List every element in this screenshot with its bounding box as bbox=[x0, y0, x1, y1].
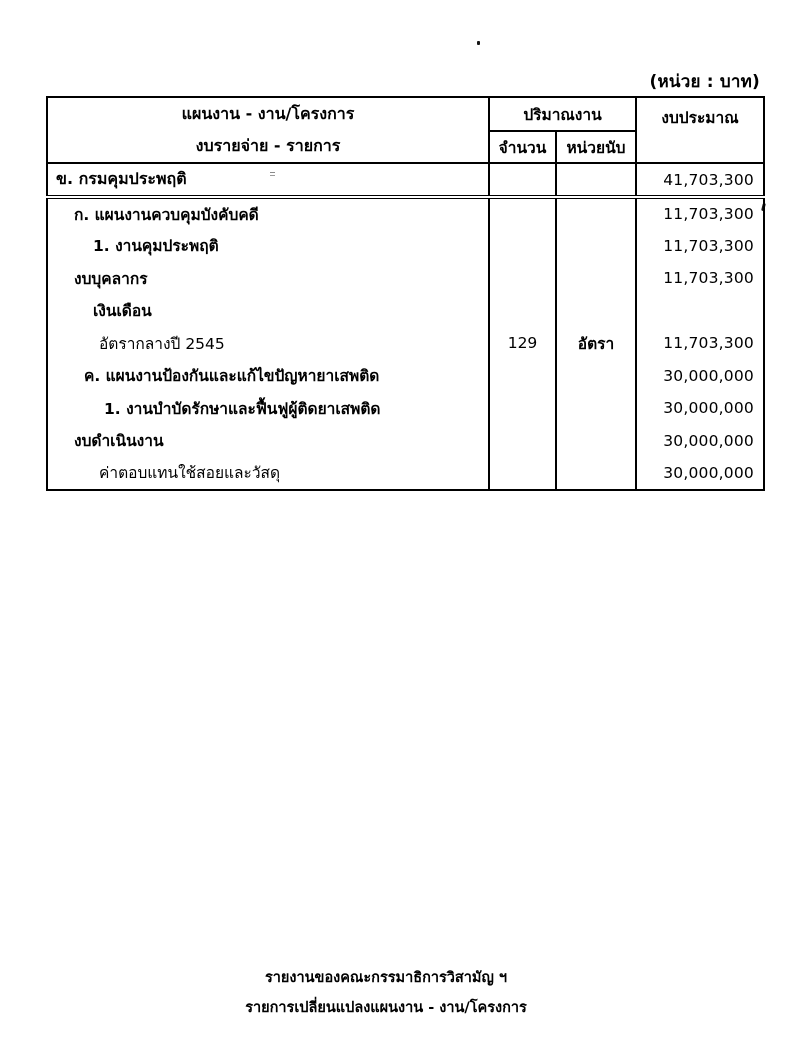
plan-header-cell bbox=[47, 97, 489, 163]
table-row bbox=[47, 197, 764, 230]
table-row bbox=[47, 392, 764, 425]
row-label: ก. แผนงานควบคุมบังคับคดี bbox=[47, 197, 489, 230]
row-unit bbox=[556, 425, 636, 458]
row-label: อัตรากลางปี 2545 bbox=[47, 327, 489, 360]
row-quantity bbox=[489, 425, 556, 458]
row-amount: 41,703,300 bbox=[636, 163, 764, 197]
table-row bbox=[47, 295, 764, 328]
row-amount: 30,000,000 bbox=[663, 463, 754, 482]
row-label: ค่าตอบแทนใช้สอยและวัสดุ bbox=[47, 457, 489, 490]
row-label: ค. แผนงานป้องกันและแก้ไขปัญหายาเสพติด bbox=[47, 360, 489, 393]
table-row bbox=[47, 262, 764, 295]
row-label: งบบุคลากร bbox=[47, 262, 489, 295]
row-label: งบดำเนินงาน bbox=[47, 425, 489, 458]
row-quantity bbox=[489, 360, 556, 393]
row-unit bbox=[556, 360, 636, 393]
table-row bbox=[47, 457, 764, 490]
row-amount: 11,703,300 bbox=[663, 205, 754, 224]
row-unit bbox=[556, 230, 636, 263]
row-unit: อัตรา bbox=[556, 327, 636, 360]
unit-count-header-cell: หน่วยนับ bbox=[556, 131, 636, 163]
row-quantity bbox=[489, 457, 556, 490]
quantity-header-cell: จำนวน bbox=[489, 131, 556, 163]
row-amount: 30,000,000 bbox=[663, 366, 754, 385]
row-unit bbox=[556, 262, 636, 295]
row-unit bbox=[556, 197, 636, 230]
row-unit bbox=[556, 295, 636, 328]
table-row-department bbox=[47, 163, 764, 197]
row-label: เงินเดือน bbox=[47, 295, 489, 328]
row-quantity bbox=[489, 392, 556, 425]
unit-label: (หน่วย : บาท) bbox=[649, 72, 760, 92]
workload-header-cell: ปริมาณงาน bbox=[489, 97, 636, 131]
row-amount: 11,703,300 bbox=[663, 269, 754, 288]
row-quantity bbox=[489, 262, 556, 295]
row-quantity bbox=[489, 197, 556, 230]
table-header-row-1 bbox=[47, 97, 764, 131]
table-row bbox=[47, 230, 764, 263]
row-amount bbox=[636, 295, 764, 328]
plan-header-line2: งบรายจ่าย - รายการ bbox=[195, 135, 341, 155]
row-quantity bbox=[489, 295, 556, 328]
scan-artifact-dot bbox=[477, 41, 480, 45]
budget-header-cell: งบประมาณ bbox=[636, 97, 764, 163]
row-amount: 11,703,300 bbox=[663, 334, 754, 353]
row-unit bbox=[556, 163, 636, 197]
budget-table bbox=[46, 96, 765, 491]
plan-header-line1: แผนงาน - งาน/โครงการ bbox=[181, 103, 355, 123]
table-row bbox=[47, 327, 764, 360]
footer-report-title: รายงานของคณะกรรมาธิการวิสามัญ ฯ bbox=[264, 970, 508, 986]
row-amount: 30,000,000 bbox=[663, 431, 754, 450]
row-label: ข. กรมคุมประพฤติ bbox=[47, 163, 489, 197]
row-label: 1. งานบำบัดรักษาและฟื้นฟูผู้ติดยาเสพติด bbox=[47, 392, 489, 425]
row-unit bbox=[556, 457, 636, 490]
row-amount: 11,703,300 bbox=[663, 236, 754, 255]
table-row bbox=[47, 425, 764, 458]
footer-report-subtitle: รายการเปลี่ยนแปลงแผนงาน - งาน/โครงการ bbox=[245, 1000, 527, 1016]
row-amount: 30,000,000 bbox=[663, 399, 754, 418]
row-label: 1. งานคุมประพฤติ bbox=[47, 230, 489, 263]
row-quantity bbox=[489, 163, 556, 197]
row-quantity bbox=[489, 230, 556, 263]
row-unit bbox=[556, 392, 636, 425]
table-row bbox=[47, 360, 764, 393]
row-quantity: 129 bbox=[489, 327, 556, 360]
